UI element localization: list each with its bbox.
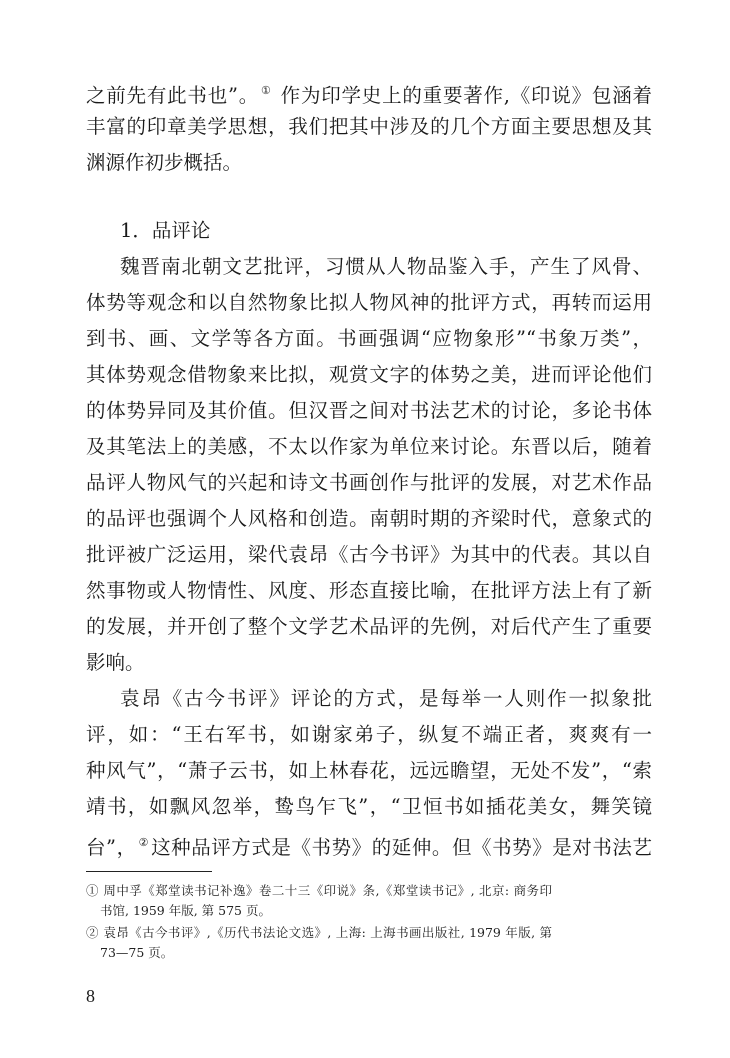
footnote-1-line: ① 周中孚《郑堂读书记补逸》卷二十三《印说》条,《郑堂读书记》, 北京: 商务印 — [86, 883, 552, 898]
body-line — [86, 79, 652, 108]
body-line: 的发展，并开创了整个文学艺术品评的先例，对后代产生了重要 — [86, 615, 652, 638]
body-line: 魏晋南北朝文艺批评，习惯从人物品鉴入手，产生了风骨、 — [120, 255, 652, 278]
footnote-2-line: 73—75 页。 — [100, 945, 174, 960]
page-number: 8 — [86, 986, 95, 1006]
section-heading: 1．品评论 — [120, 219, 211, 242]
footnote-marker-1[interactable]: ① — [261, 84, 272, 97]
body-line: 到书、画、文学等各方面。书画强调“应物象形”“书象万类”， — [86, 327, 652, 350]
body-line: 其体势观念借物象来比拟，观赏文字的体势之美，进而评论他们 — [86, 363, 652, 386]
body-line: 体势等观念和以自然物象比拟人物风神的批评方式，再转而运用 — [86, 291, 652, 314]
text-segment: 之前先有此书也”。 — [86, 84, 260, 107]
body-line: 的品评也强调个人风格和创造。南朝时期的齐梁时代，意象式的 — [86, 507, 652, 530]
text-segment: 台”， — [86, 836, 137, 859]
body-line: 批评被广泛运用，梁代袁昂《古今书评》为其中的代表。其以自 — [86, 543, 652, 566]
body-line: 袁昂《古今书评》评论的方式，是每举一人则作一拟象批 — [120, 687, 652, 710]
body-line — [86, 831, 652, 860]
body-line: 的体势异同及其价值。但汉晋之间对书法艺术的讨论，多论书体 — [86, 399, 652, 422]
body-line: 然事物或人物情性、风度、形态直接比喻，在批评方法上有了新 — [86, 579, 652, 602]
footnote-marker-2[interactable]: ② — [138, 836, 150, 849]
body-line: 丰富的印章美学思想，我们把其中涉及的几个方面主要思想及其 — [86, 115, 652, 138]
footnote-2-line: ② 袁昂《古今书评》,《历代书法论文选》, 上海: 上海书画出版社, 1979 年版, 第 — [86, 925, 552, 940]
body-line: 品评人物风气的兴起和诗文书画创作与批评的发展，对艺术作品 — [86, 471, 652, 494]
body-line: 靖书，如飘风忽举，鸷鸟乍飞”，“卫恒书如插花美女，舞笑镜 — [86, 795, 652, 818]
footnote-1-line: 书馆, 1959 年版, 第 575 页。 — [100, 903, 271, 918]
body-line: 渊源作初步概括。 — [86, 151, 243, 174]
body-line: 及其笔法上的美感，不太以作家为单位来讨论。东晋以后，随着 — [86, 435, 652, 458]
body-line: 种风气”，“萧子云书，如上林春花，远远瞻望，无处不发”，“索 — [86, 759, 652, 782]
body-line: 评，如：“王右军书，如谢家弟子，纵复不端正者，爽爽有一 — [86, 723, 652, 746]
body-line: 影响。 — [86, 651, 145, 674]
text-segment: 这种品评方式是《书势》的延伸。但《书势》是对书法艺 — [151, 836, 652, 859]
text-segment: 作为印学史上的重要著作,《印说》包涵着 — [273, 84, 652, 107]
footnote-divider — [86, 871, 212, 872]
